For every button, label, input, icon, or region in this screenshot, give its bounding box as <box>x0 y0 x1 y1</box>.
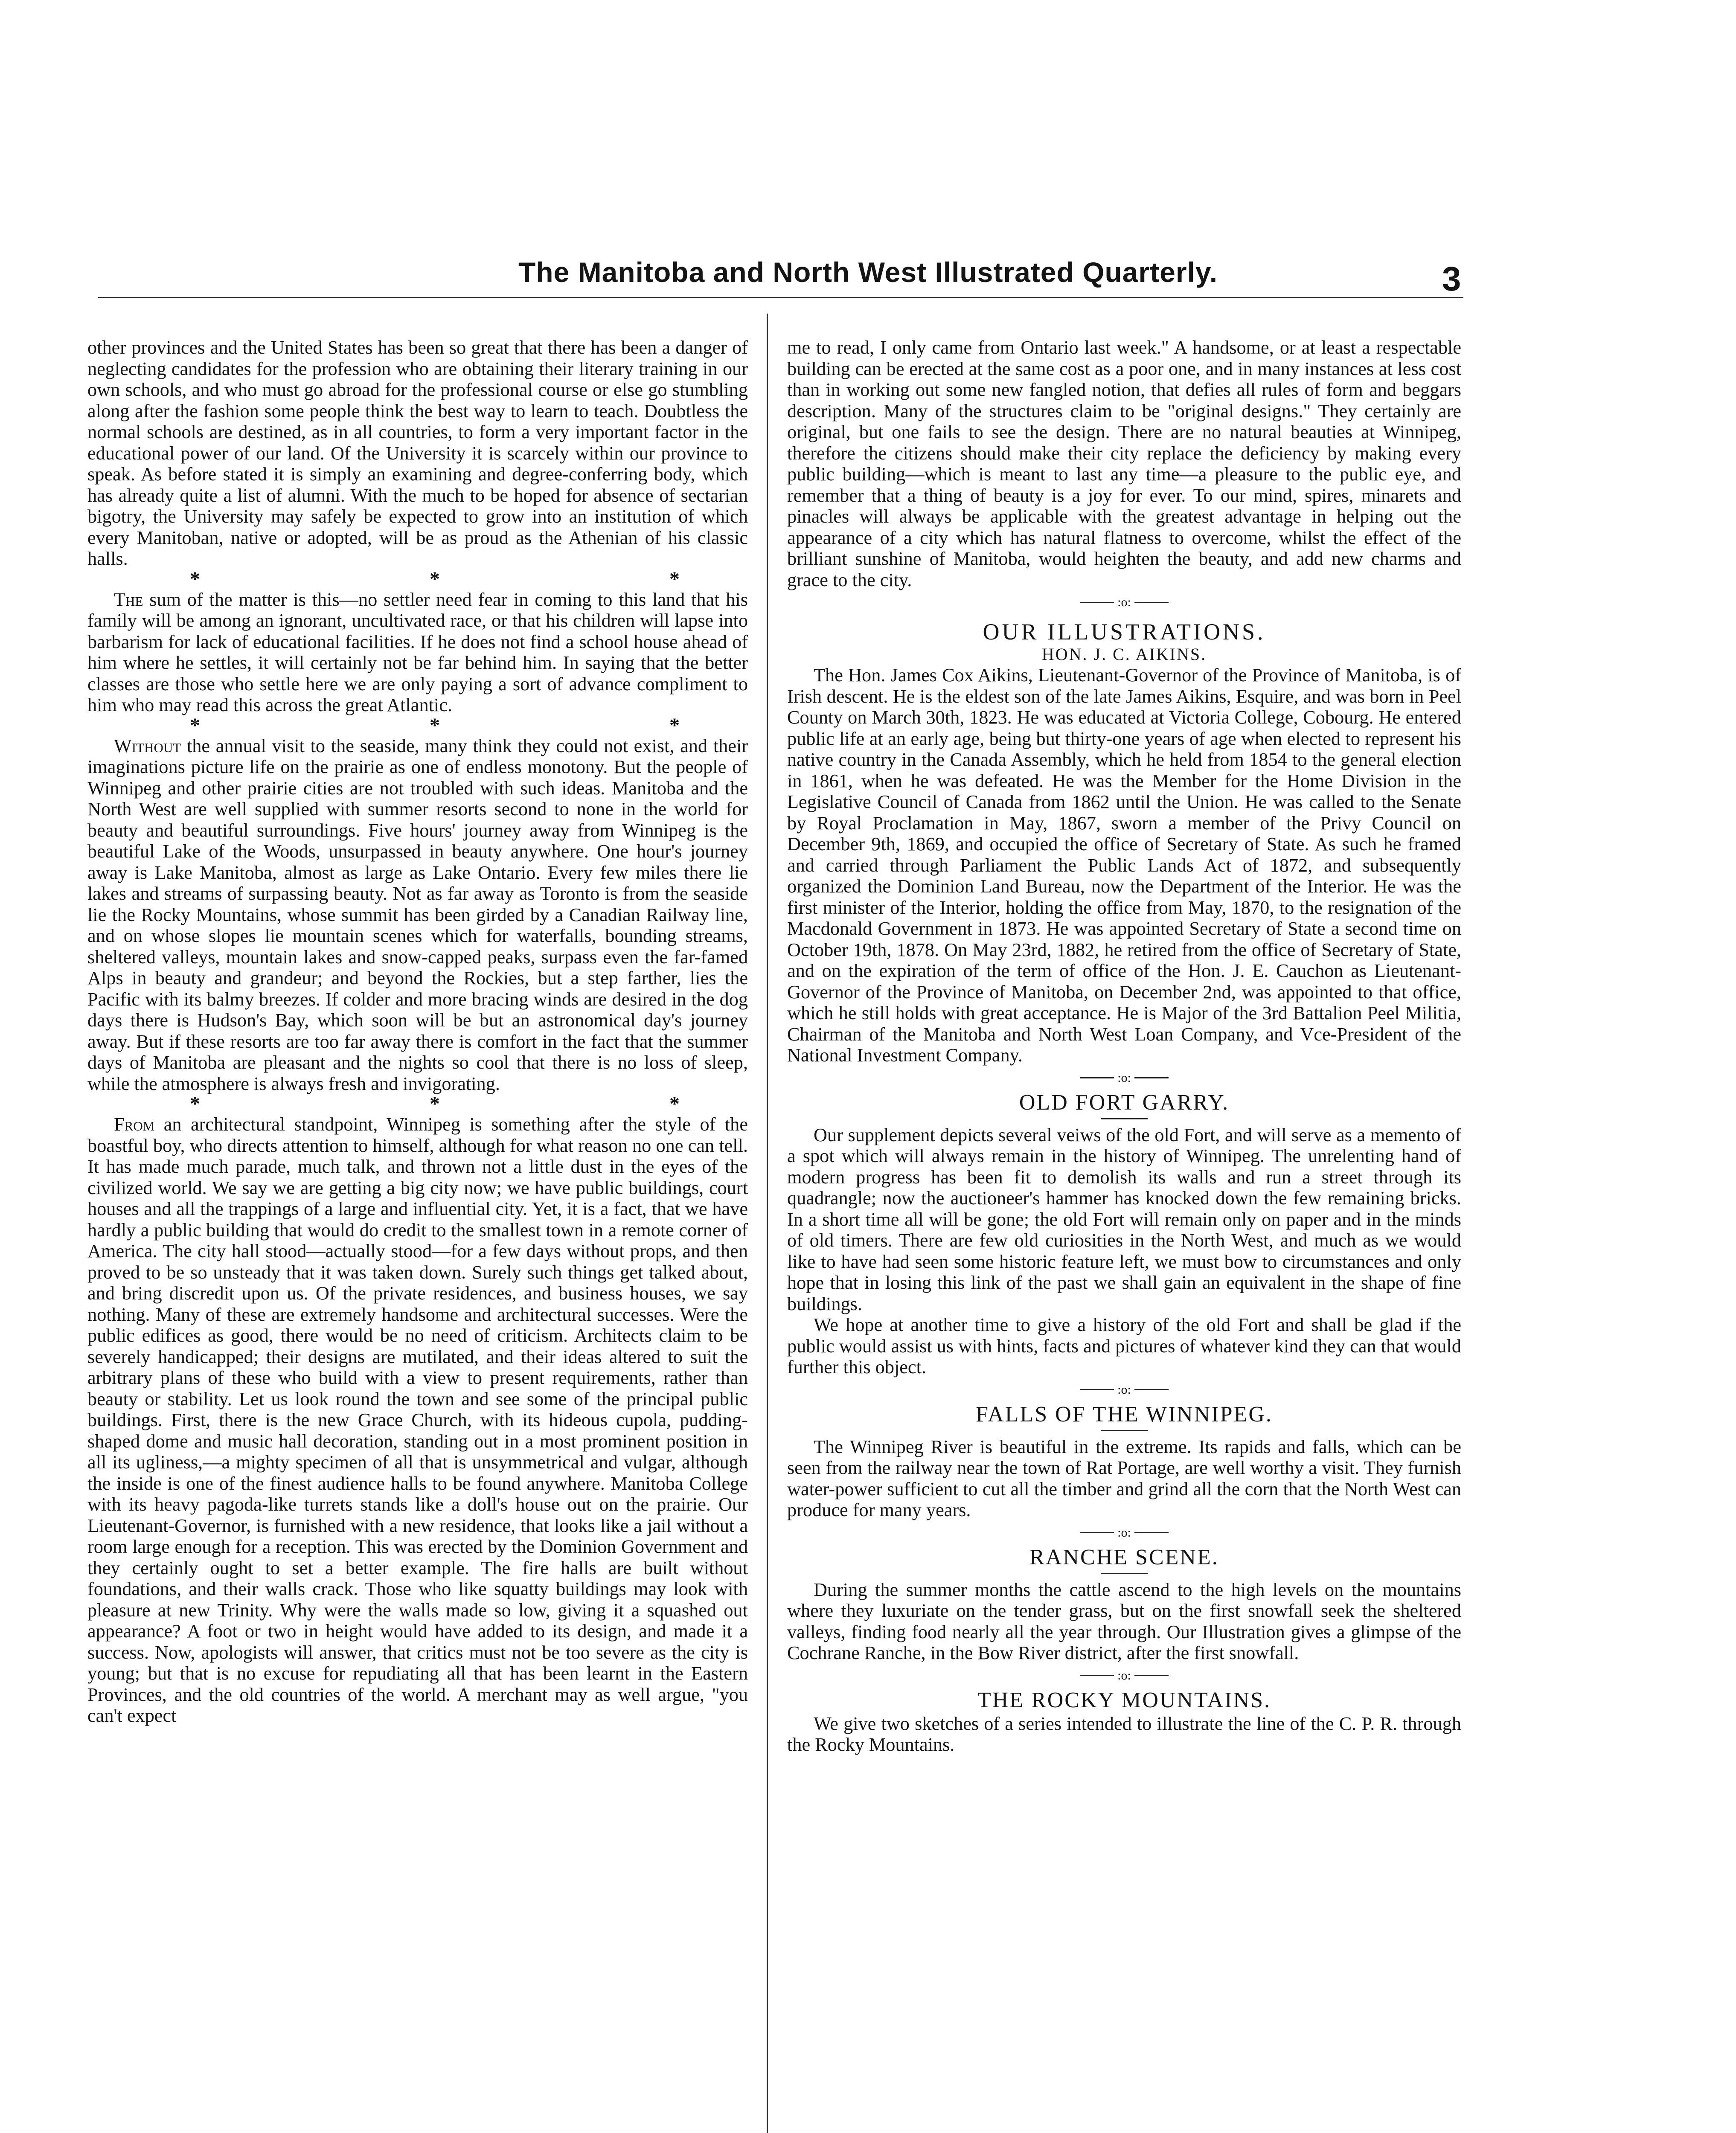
ranche-scene-heading: RANCHE SCENE. <box>1029 1545 1219 1569</box>
star-icon: * <box>190 714 200 737</box>
section-separator <box>787 1378 1461 1402</box>
separator-mark: :o: <box>1117 1525 1131 1540</box>
star-icon: * <box>669 567 680 590</box>
ranche-paragraph: During the summer months the cattle ascend to the high levels on the mountains where they luxuriate on the tender grass, but on the first snowfall seek the sheltered valleys, finding food nearly all the year through. Our Illustration gives a glimpse of the Cochrane Ranche, in the Bow River district, after the first snowfall. <box>787 1579 1461 1663</box>
article-paragraph-resorts <box>87 735 748 1095</box>
section-break-stars <box>87 716 748 735</box>
star-icon: * <box>190 1093 200 1115</box>
section-break-stars <box>87 1094 748 1114</box>
rocky-mountains-paragraph: We give two sketches of a series intended to illustrate the line of the C. P. R. through the Rocky Mountains. <box>787 1713 1461 1755</box>
illustrations-heading: OUR ILLUSTRATIONS. <box>983 619 1266 645</box>
header-rule <box>98 297 1463 298</box>
column-divider <box>767 314 768 2133</box>
star-icon: * <box>669 714 680 737</box>
heading-underline <box>1101 1118 1148 1119</box>
separator-mark: :o: <box>1117 595 1131 610</box>
star-icon: * <box>430 567 440 590</box>
old-fort-garry-heading: OLD FORT GARRY. <box>1019 1090 1230 1115</box>
page-number: 3 <box>1442 260 1461 298</box>
star-icon: * <box>430 714 440 737</box>
old-fort-garry-paragraph: Our supplement depicts several veiws of the old Fort, and will serve as a memento of a spot which will always remain in the history of Winnipeg. The unrelenting hand of modern progress has been fit to demolish its walls and run a street through its quadrangle; now the auctioneer's hammer has knocked down the few remaining bricks. In a short time all will be gone; the old Fort will remain only on paper and in the minds of old timers. There are few old curiosities in the North West, and much as we would like to have had seen some historic feature left, we must bow to circumstances and only hope that in losing this link of the past we shall gain an equivalent in the shape of fine buildings. <box>787 1124 1461 1314</box>
left-column <box>87 337 748 1726</box>
paragraph-text: sum of the matter is this—no settler need fear in coming to this land that his family will be among an ignorant, uncultivated race, or that his children will lapse into barbarism for lack of educational facilities. If he does not find a school house ahead of him where he settles, it will certainly not be far behind him. In saying that the better classes are those who settle here we are only paying a sort of advance compliment to him who may read this across the great Atlantic. <box>87 589 748 715</box>
section-separator <box>787 590 1461 614</box>
heading-underline <box>1101 1430 1148 1431</box>
rocky-mountains-heading: THE ROCKY MOUNTAINS. <box>977 1688 1271 1712</box>
section-separator <box>787 1664 1461 1688</box>
star-icon: * <box>430 1093 440 1115</box>
right-column <box>787 337 1461 1755</box>
separator-mark: :o: <box>1117 1070 1131 1085</box>
lead-word: The <box>114 589 143 610</box>
article-paragraph-settler <box>87 589 748 716</box>
old-fort-garry-paragraph-2: We hope at another time to give a history of the old Fort and shall be glad if the public would assist us with hints, facts and pictures of whatever kind they can that would further this object. <box>787 1314 1461 1377</box>
star-icon: * <box>669 1093 680 1115</box>
article-paragraph-architecture <box>87 1114 748 1726</box>
paragraph-text: an architectural standpoint, Winnipeg is something after the style of the boastful boy, who directs attention to himself, although for what reason no one can tell. It has made much parade, much talk, and thrown not a little dust in the eyes of the civilized world. We say we are getting a big city now; we have public buildings, court houses and all the trappings of a large and influential city. Yet, it is a fact, that we have hardly a public building that would do credit to the smallest town in a remote corner of America. The city hall stood—actually stood—for a few days without props, and then proved to be so unsteady that it was taken down. Surely such things get talked about, and bring discredit upon us. Of the private residences, and business houses, we say nothing. Many of these are extremely handsome and architectural successes. Were the public edifices as good, there would be no need of criticism. Architects claim to be severely handicapped; their designs are mutilated, and their ideas altered to suit the arbitrary plans of these who build with a view to present requirements, rather than beauty or stability. Let us look round the town and see some of the principal public buildings. First, there is the new Grace Church, with its hideous cupola, pudding-shaped dome and music hall decoration, standing out in a most prominent position in all its ugliness,—a mighty specimen of all that is unsymmetrical and vulgar, although the inside is one of the finest audience halls to be found anywhere. Manitoba College with its heavy pagoda-like turrets stands like a doll's house out on the prairie. Our Lieutenant-Governor, is furnished with a new residence, that looks like a jail without a room large enough for a reception. This was erected by the Dominion Government and they certainly ought to set a better example. The fire halls are built without foundations, and their walls crack. Those who like squatty buildings may look with pleasure at new Trinity. Why were the walls made so low, giving it a squashed out appearance? A foot or two in height would have added to its design, and made it a success. Now, apologists will answer, that critics must not be too severe as the city is young; but that is no excuse for repudiating all that has been learnt in the Eastern Provinces, and the old countries of the world. A merchant may as well argue, "you can't expect <box>87 1114 748 1726</box>
section-break-stars <box>87 567 748 590</box>
star-icon: * <box>190 567 200 590</box>
section-separator <box>787 1521 1461 1545</box>
article-paragraph-education: other provinces and the United States has been so great that there has been a danger of neglecting candidates for the profession who are obtaining their literary training in our own schools, and who must go abroad for the professional course or else go stumbling along after the fashion some people think the best way to learn to teach. Doubtless the normal schools are destined, as in all countries, to form a very important factor in the educational power of our land. Of the University it is scarcely within our province to speak. As before stated it is simply an examining and degree-conferring body, which has already quite a list of alumni. With the much to be hoped for absence of sectarian bigotry, the University may safely be expected to grow into an institution of which every Manitoban, native or adopted, will be as proud as the Athenian of his classic halls. <box>87 337 748 569</box>
section-separator <box>787 1066 1461 1090</box>
paragraph-text: the annual visit to the seaside, many think they could not exist, and their imaginations picture life on the prairie as one of endless monotony. But the people of Winnipeg and other prairie cities are not troubled with such ideas. Manitoba and the North West are well supplied with summer resorts second to none in the world for beauty and beautiful surroundings. Five hours' journey away from Winnipeg is the beautiful Lake of the Woods, unsurpassed in beauty anywhere. One hour's journey away is Lake Manitoba, almost as large as Lake Ontario. Every few miles there lie lakes and streams of surpassing beauty. Not as far away as Toronto is from the seaside lie the Rocky Mountains, whose summit has been girded by a Canadian Railway line, and on whose slopes lie mountain scenes which for waterfalls, bounding streams, sheltered valleys, mountain lakes and snow-capped peaks, surpass even the far-famed Alps in beauty and grandeur; and beyond the Rockies, but a step farther, lies the Pacific with its balmy breezes. If colder and more bracing winds are desired in the dog days there is Hudson's Bay, which soon will be but an astronomical day's journey away. But if these resorts are too far away there is comfort in the fact that the summer days of Manitoba are pleasant and the nights so cool that there is no loss of sleep, while the atmosphere is always fresh and invigorating. <box>87 735 748 1094</box>
separator-mark: :o: <box>1117 1382 1131 1397</box>
falls-paragraph: The Winnipeg River is beautiful in the extreme. Its rapids and falls, which can be seen from the railway near the town of Rat Portage, are well worthy a visit. They furnish water-power sufficient to cut all the timber and grind all the corn that the North West can produce for many years. <box>787 1436 1461 1520</box>
page-header-title: The Manitoba and North West Illustrated Quarterly. <box>518 256 1218 288</box>
lead-word: From <box>114 1114 155 1135</box>
separator-mark: :o: <box>1117 1668 1131 1683</box>
aikins-paragraph: The Hon. James Cox Aikins, Lieutenant-Governor of the Province of Manitoba, is of Irish descent. He is the eldest son of the late James Aikins, Esquire, and was born in Peel County on March 30th, 1823. He was educated at Victoria College, Cobourg. He entered public life at an early age, being but thirty-one years of age when elected to represent his native country in the Canada Assembly, which he held from 1854 to the general election in 1861, when he was defeated. He was the Member for the Home Division in the Legislative Council of Canada from 1862 until the Union. He was called to the Senate by Royal Proclamation in May, 1867, sworn a member of the Privy Council on December 9th, 1869, and occupied the office of Secretary of State. As such he framed and carried through Parliament the Public Lands Act of 1872, and subsequently organized the Dominion Land Bureau, now the Department of the Interior. He was the first minister of the Interior, holding the office from May, 1870, to the resignation of the Macdonald Government in 1873. He was appointed Secretary of State a second time on October 19th, 1878. On May 23rd, 1882, he retired from the office of Secretary of State, and on the expiration of the term of office of the Hon. J. E. Cauchon as Lieutenant-Governor of the Province of Manitoba, on December 2nd, was appointed to that office, which he still holds with great acceptance. He is Major of the 3rd Battalion Peel Militia, Chairman of the Manitoba and North West Loan Company, and Vce-President of the National Investment Company. <box>787 665 1461 1066</box>
heading-underline <box>1101 1573 1148 1574</box>
falls-of-the-winnipeg-heading: FALLS OF THE WINNIPEG. <box>976 1402 1273 1427</box>
lead-word: Without <box>114 735 181 756</box>
article-paragraph-continued: me to read, I only came from Ontario last week." A handsome, or at least a respectable building can be erected at the same cost as a poor one, and in many instances at less cost than in working out some new fangled notion, that defies all rules of form and beggars description. Many of the structures claim to be "original designs." They certainly are original, but one fails to see the design. There are no natural beauties at Winnipeg, therefore the citizens should make their city replace the deficiency by making every public building—which is meant to last any time—a pleasure to the public eye, and remember that a thing of beauty is a joy for ever. To our mind, spires, minarets and pinacles will always be applicable with the greatest advantage in helping out the appearance of a city which has natural flatness to overcome, whilst the effect of the brilliant sunshine of Manitoba, would heighten the beauty, and add new charms and grace to the city. <box>787 337 1461 590</box>
aikins-subheading: HON. J. C. AIKINS. <box>1041 645 1207 664</box>
